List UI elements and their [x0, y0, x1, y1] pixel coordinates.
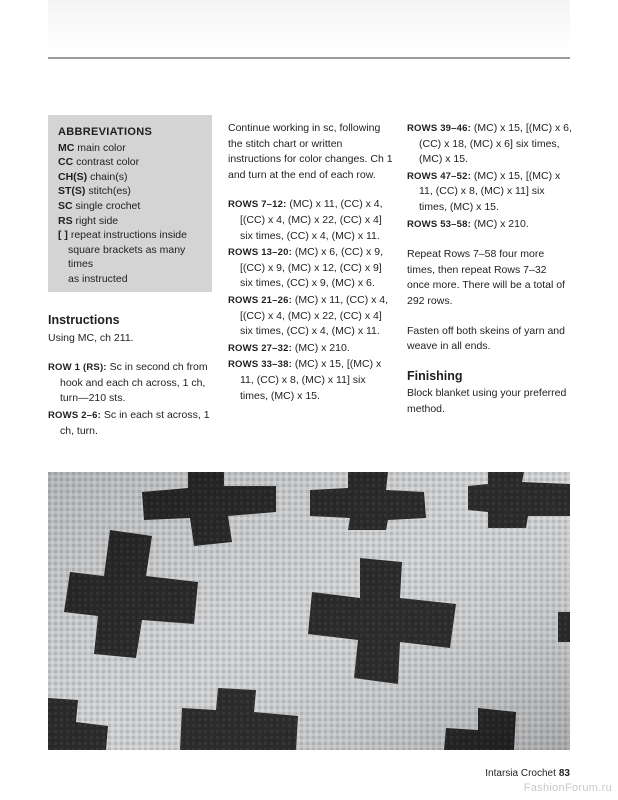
row-instruction: ROWS 33–38: (MC) x 15, [(MC) x 11, (CC) x 8, (MC) x 11] six times, (MC) x 15.	[228, 358, 382, 402]
abbreviation-item: SC single crochet	[58, 199, 141, 212]
page-footer	[485, 768, 570, 779]
abbreviations-box	[48, 115, 212, 292]
row-instruction: ROWS 39–46: (MC) x 15, [(MC) x 6, (CC) x 18, (MC) x 6] six times, (MC) x 15.	[407, 122, 572, 166]
instructions-heading: Instructions	[48, 313, 120, 327]
abbreviation-item: ST(S) stitch(es)	[58, 185, 131, 198]
abbreviation-note: square brackets as many times	[68, 243, 186, 271]
abbreviations-title: ABBREVIATIONS	[58, 126, 153, 138]
abbreviation-note: as instructed	[68, 272, 128, 285]
fasten-paragraph: Fasten off both skeins of yarn and weave in all ends.	[407, 324, 565, 353]
continue-paragraph: Continue working in sc, following the stitch chart or written instructions for color changes. Ch 1 and turn at the end of each row.	[228, 122, 393, 181]
abbreviation-item: [ ] repeat instructions inside	[58, 229, 187, 242]
page-number: 83	[558, 768, 570, 779]
watermark: FashionForum.ru	[523, 782, 612, 794]
abbreviation-item: MC main color	[58, 141, 126, 154]
instructions-intro: Using MC, ch 211.	[48, 331, 134, 344]
repeat-paragraph: Repeat Rows 7–58 four more times, then repeat Rows 7–32 once more. There will be a total of 292 rows.	[407, 248, 565, 307]
instructions-column	[48, 313, 216, 440]
abbreviation-item: RS right side	[58, 214, 119, 227]
abbreviation-item: CH(S) chain(s)	[58, 170, 128, 183]
row-instruction: ROWS 53–58: (MC) x 210.	[407, 217, 529, 230]
finishing-text: Block blanket using your preferred method.	[407, 387, 567, 415]
row-instruction: ROWS 27–32: (MC) x 210.	[228, 341, 350, 354]
row-instruction: ROWS 2–6: Sc in each st across, 1 ch, turn.	[48, 408, 210, 437]
row-instruction: ROWS 21–26: (MC) x 11, (CC) x 4, [(CC) x 4, (MC) x 22, (CC) x 4] six times, (CC) x 4, (MC) x 11.	[228, 293, 389, 338]
pattern-column-2	[228, 121, 396, 405]
top-faded-area	[48, 0, 570, 50]
blanket-illustration	[48, 472, 570, 750]
row-instruction: ROWS 47–52: (MC) x 15, [(MC) x 11, (CC) x 8, (MC) x 11] six times, (MC) x 15.	[407, 169, 561, 213]
row-instruction: ROWS 13–20: (MC) x 6, (CC) x 9, [(CC) x 9, (MC) x 12, (CC) x 9] six times, (CC) x 9, (MC) x 6.	[228, 246, 383, 290]
finishing-heading: Finishing	[407, 368, 463, 383]
blanket-photo	[48, 472, 570, 750]
top-rule	[48, 57, 570, 59]
row-instruction: ROWS 7–12: (MC) x 11, (CC) x 4, [(CC) x 4, (MC) x 22, (CC) x 4] six times, (CC) x 4, (MC) x 11.	[228, 198, 383, 242]
row-instruction: ROW 1 (RS): Sc in second ch from hook and each ch across, 1 ch, turn—210 sts.	[48, 361, 208, 405]
abbreviation-item: CC contrast color	[58, 156, 140, 169]
book-title: Intarsia Crochet	[485, 768, 556, 779]
pattern-column-3	[407, 121, 572, 418]
